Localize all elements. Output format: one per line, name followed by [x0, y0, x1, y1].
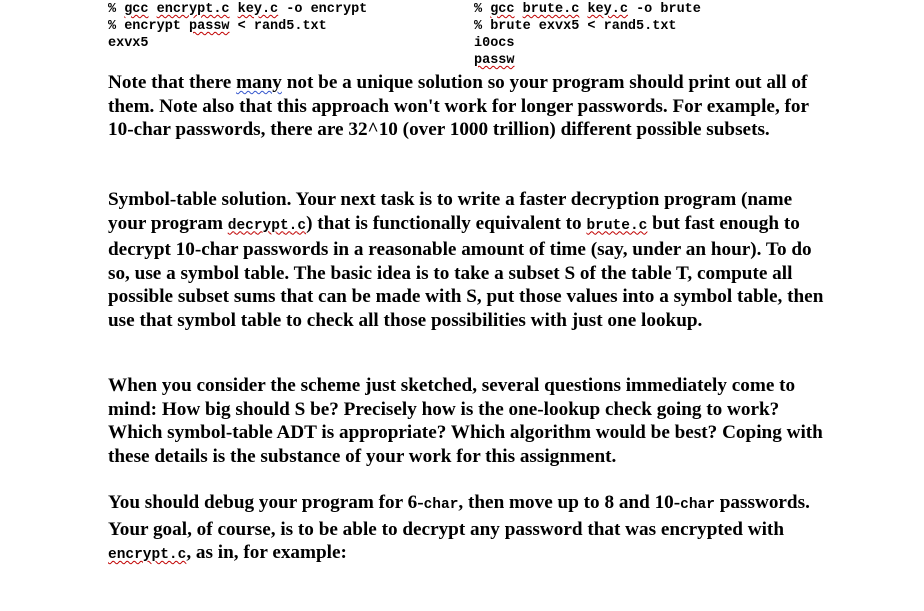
- paragraph-questions: When you consider the scheme just sketched, several questions immediately come to mind: How big should S be? Precisely how is the one-lookup check going to work? Which symbol-table ADT is appropriate? Which algorithm would be best? Coping with these details is the substance of your work for this assignment.: [108, 375, 823, 467]
- prompt-symbol: %: [474, 2, 491, 17]
- code-token: encrypt.c: [156, 2, 230, 17]
- code-line-gcc-brute: [474, 1, 701, 18]
- code-token: encrypt: [124, 19, 181, 34]
- code-token: passw: [474, 53, 515, 68]
- inline-code: char: [680, 497, 715, 513]
- code-token: key.c: [587, 2, 628, 17]
- code-token: brute.c: [522, 2, 580, 17]
- code-line-output: [474, 52, 515, 69]
- code-token: gcc: [124, 2, 149, 17]
- flagged-word: many: [236, 72, 282, 93]
- code-line-run-encrypt: [108, 18, 327, 35]
- code-line-run-brute: % brute exvx5 < rand5.txt: [474, 19, 677, 34]
- prompt-symbol: %: [108, 19, 125, 34]
- inline-code: char: [423, 497, 459, 513]
- inline-code: decrypt.c: [227, 217, 307, 234]
- code-token: key.c: [237, 2, 279, 17]
- inline-code: encrypt.c: [108, 547, 187, 564]
- code-token: -o encrypt: [278, 2, 368, 17]
- code-line-output: exvx5: [108, 36, 149, 51]
- code-token: passw: [189, 19, 230, 34]
- prompt-symbol: %: [108, 2, 125, 17]
- code-line-gcc-encrypt: [108, 1, 367, 18]
- inline-code: brute.c: [586, 217, 648, 234]
- code-token: -o brute: [627, 2, 701, 17]
- paragraph-note: Note that there many not be a unique solution so your program should print out all of them. Note also that this approach won't work for longer passwords. For example, for 10-char passwords, there are 32^10 (over 1000 trillion) different possible subsets.: [108, 72, 809, 141]
- paragraph-debug: You should debug your program for 6-char, then move up to 8 and 10-char passwords. Your goal, of course, is to be able to decrypt any password that was encrypted with encrypt.c, as in, for example:: [108, 492, 810, 564]
- code-line-output: i0ocs: [474, 36, 515, 51]
- code-token: gcc: [490, 2, 515, 17]
- code-token: < rand5.txt: [229, 19, 327, 34]
- paragraph-symbol-table: Symbol-table solution. Your next task is to write a faster decryption program (name your program decrypt.c) that is functionally equivalent to brute.c but fast enough to decrypt 10-char passwords in a reasonable amount of time (say, under an hour). To do so, use a symbol table. The basic idea is to take a subset S of the table T, compute all possible subset sums that can be made with S, put those values into a symbol table, then use that symbol table to check all those possibilities with just one lookup.: [108, 189, 824, 331]
